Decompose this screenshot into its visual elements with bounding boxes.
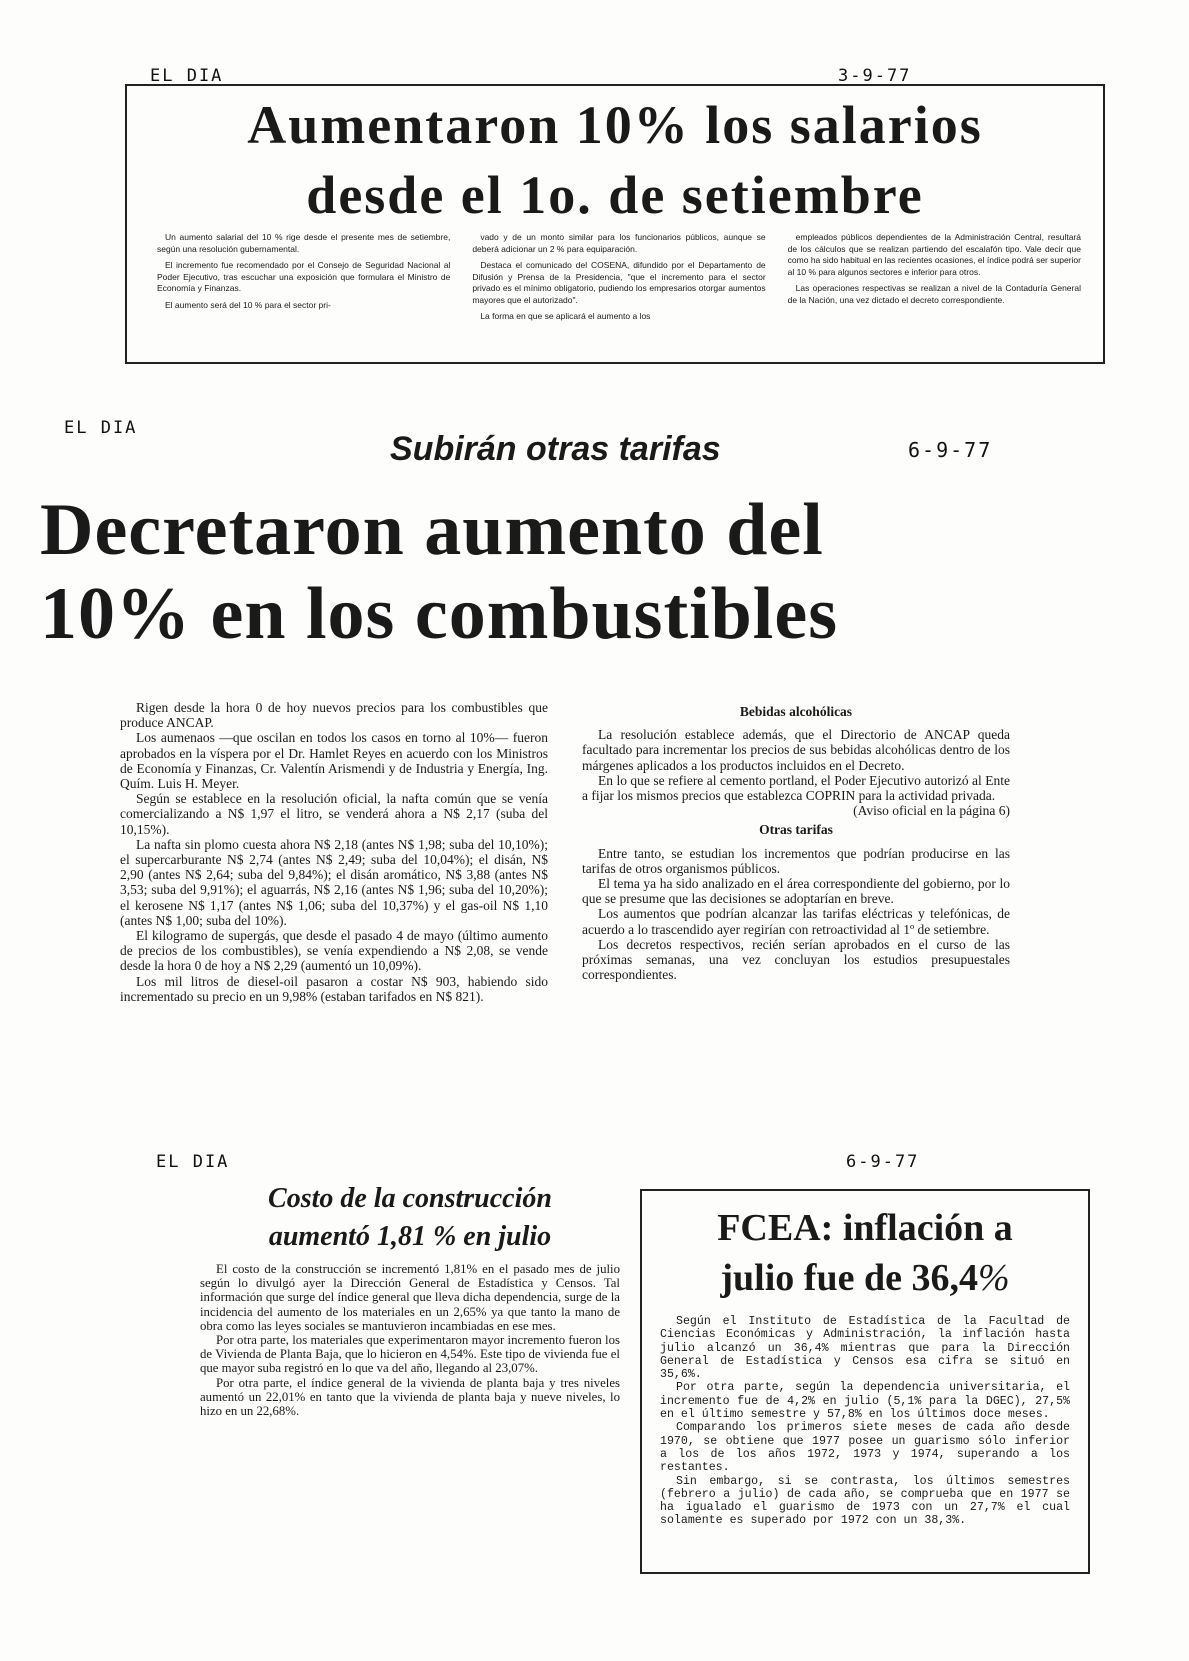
paragraph: empleados públicos dependientes de la Administración Central, resultará de los cálculos que se realizan partiendo del escalafón tipo. Vale decir que como ha sido habitual en las recientes ocasiones, el índice podrá ser superior al 10 % para algunos sectores e inferior para otros. [787,232,1081,277]
headline-line-2: desde el 1o. de setiembre [306,165,924,225]
headline-line-2: 10% en los combustibles [40,573,839,655]
paragraph: Los decretos respectivos, recién serían aprobados en el curso de las próximas semanas, una vez concluyan los estudios presupuestales correspondientes. [582,936,1010,983]
clipping-combustibles-body [120,700,1010,1004]
paragraph: Por otra parte, los materiales que experimentaron mayor incremento fueron los de Vivienda de Planta Baja, que lo hicieron en 4,54%. Este tipo de vivienda fue el que mayor suba registró en lo que va del año, llegando al 23,07%. [200,1333,620,1376]
paragraph: Los aumenaos —que oscilan en todos los casos en torno al 10%— fueron aprobados en la víspera por el Dr. Hamlet Reyes en acuerdo con los Ministros de Economía y Finanzas, Cr. Valentín Arismendi y de Industria y Energía, Ing. Quím. Luis H. Meyer. [120,730,548,792]
clipping-construccion [200,1180,620,1418]
handwritten-date: 6-9-77 [908,438,993,462]
paragraph: La forma en que se aplicará el aumento a los [480,311,651,321]
article-column-right [582,700,1010,1004]
headline-line-1: Costo de la construcción [268,1183,552,1214]
paragraph: Los mil litros de diesel-oil pasaron a costar N$ 903, habiendo sido incrementado su precio en un 9,98% (estaban tarifados en N$ 821). [120,973,548,1004]
paragraph: El kilogramo de supergás, que desde el pasado 4 de mayo (último aumento de precios de los combustibles), se venía expendiendo a N$ 2,08, se vende desde la hora 0 de hoy a N$ 2,29 (aumentó un 10,09%). [120,928,548,974]
paragraph: El tema ya ha sido analizado en el área correspondiente del gobierno, por lo que se presume que las decisiones se adoptarían en breve. [582,876,1010,907]
paragraph: Comparando los primeros siete meses de cada año desde 1970, se obtiene que 1977 posee un guarismo sólo inferior a los de los años 1972, 1973 y 1974, superando a los restantes. [660,1421,1070,1475]
paragraph: El aumento será del 10 % para el sector pri- [165,299,331,310]
kicker-text: Subirán otras tarifas [390,430,721,468]
paragraph: Por otra parte, según la dependencia universitaria, el incremento fue de 4,2% en julio (5,1% para la DGEC), 27,5% en el último semestre y 57,8% en los últimos doce meses. [660,1381,1070,1422]
headline-line-1: FCEA: inflación a [717,1207,1013,1249]
paragraph: Las operaciones respectivas se realizan a nivel de la Contaduría General de la Nación, una vez dictado el decreto correspondiente. [787,283,1081,305]
handwritten-date: 3-9-77 [838,66,912,86]
paragraph: Un aumento salarial del 10 % rige desde el presente mes de setiembre, según una resolución gubernamental. [157,232,451,254]
paragraph: Rigen desde la hora 0 de hoy nuevos precios para los combustibles que produce ANCAP. [120,700,548,731]
paragraph: Los aumentos que podrían alcanzar las tarifas eléctricas y telefónicas, de acuerdo a lo trascendido ayer regirían con retroactividad al 1º de setiembre. [582,906,1010,937]
paragraph: Entre tanto, se estudian los incrementos que podrían producirse en las tarifas de otros organismos públicos. [582,845,1010,876]
paragraph: En lo que se refiere al cemento portland, el Poder Ejecutivo autorizó al Ente a fijar los mismos precios que establezca COPRIN para la actividad privada. [582,772,1010,804]
paragraph: La resolución establece además, que el Directorio de ANCAP queda facultado para incrementar los precios de sus bebidas alcohólicas dentro de los márgenes aplicados a los productos incluidos en el Decreto. [582,727,1010,773]
headline-line-1: Decretaron aumento del [40,489,824,571]
paragraph: (Aviso oficial en la página 6) [853,803,1010,819]
article-body [660,1315,1070,1528]
article-column [157,232,450,328]
article-column [472,232,765,328]
subheading: Bebidas alcohólicas [739,704,853,719]
headline-line-2: aumentó 1,81 % en julio [268,1221,552,1252]
clipping-inflacion [640,1189,1090,1574]
paragraph: Destaca el comunicado del COSENA, difundido por el Departamento de Difusión y Prensa de la Presidencia, "que el incremento para el sector privado es el mínimo obligatorio, pudiendo los empresarios otorgar aumentos mayores que el autorizado". [472,260,766,305]
paragraph: La nafta sin plomo cuesta ahora N$ 2,18 (antes N$ 1,98; suba del 10,10%); el supercarburante N$ 2,74 (antes N$ 2,49; suba del 10,04%); el disán, N$ 2,90 (antes N$ 2,64; suba del 9,84%); el disán aromático, N$ 3,88 (antes N$ 3,53; suba del 9,91%); el aguarrás, N$ 2,16 (antes N$ 1,96; suba del 10,20%); el kerosene N$ 1,17 (antes N$ 1,06; suba del 10,37%) y el gas-oil N$ 1,10 (antes N$ 1,00; suba del 10%). [120,836,548,928]
headline-text: julio fue de 36,4 [720,1257,978,1299]
clipping-combustibles-headline [40,488,1180,656]
paragraph: Sin embargo, si se contrasta, los últimos semestres (febrero a julio) de cada año, se comprueba que en 1977 se ha igualado el guarismo de 1973 con un 27,7% el cual solamente es superado por 1972 con un 38,3%. [660,1474,1070,1528]
paragraph: El incremento fue recomendado por el Consejo de Seguridad Nacional al Poder Ejecutivo, tras escuchar una exposición que formulara el Ministro de Economía y Finanzas. [157,260,451,293]
handwritten-paper-label: EL DIA [64,418,138,438]
handwritten-date: 6-9-77 [846,1152,920,1172]
headline-line-2 [660,1253,1070,1303]
clipping-salarios [125,84,1105,364]
subheading: Otras tarifas [759,822,833,838]
article-body [200,1262,620,1418]
article-column-left [120,700,548,1004]
paragraph: Por otra parte, el índice general de la vivienda de planta baja y tres niveles aumentó un 22,01% en tanto que la vivienda de planta baja y nueve niveles, lo hizo en un 22,68%. [200,1375,620,1419]
paragraph: Según se establece en la resolución oficial, la nafta común que se venía comercializando a N$ 1,97 el litro, se venderá ahora a N$ 2,17 (suba del 10,15%). [120,791,548,837]
paragraph: vado y de un monto similar para los funcionarios públicos, aunque se deberá adicionar un 2 % para equiparación. [472,232,766,254]
paragraph: Según el Instituto de Estadística de la Facultad de Ciencias Económicas y Administración, la inflación hasta julio alcanzó un 36,4% mientras que para la Dirección General de Estadística y Censos esa cifra se situó en 35,6%. [660,1315,1070,1382]
headline-line-1: Aumentaron 10% los salarios [247,95,983,155]
paragraph: El costo de la construcción se incrementó 1,81% en el pasado mes de julio según lo divulgó ayer la Dirección General de Estadística y Censos. Tal información que surge del índice general que lleva dicha dependencia, surge de la incidencia del aumento de los materiales en un 2,65% ya que tanto la mano de obra como las leyes sociales se mantuvieron incambiadas en ese mes. [200,1262,620,1333]
percent-sign: % [977,1257,1010,1299]
article-columns [127,226,1103,328]
handwritten-paper-label: EL DIA [150,66,224,86]
handwritten-paper-label: EL DIA [156,1152,230,1172]
article-column [788,232,1081,328]
kicker [390,430,721,469]
